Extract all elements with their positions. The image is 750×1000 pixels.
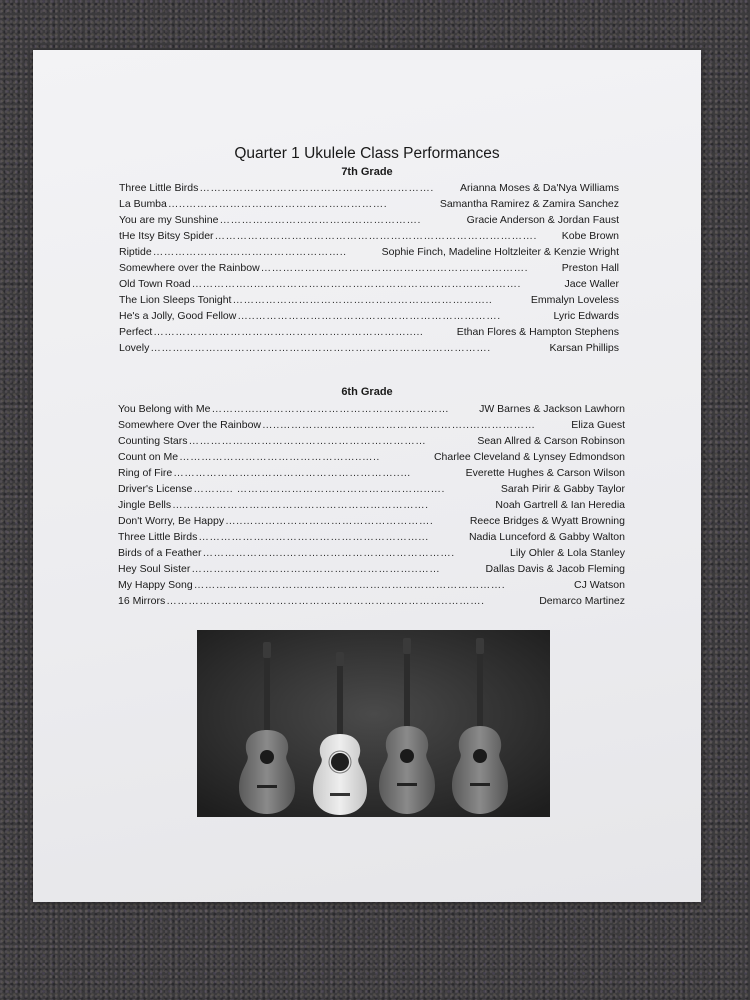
performer-names: Dallas Davis & Jacob Fleming	[485, 563, 625, 575]
performance-entry	[118, 577, 625, 593]
song-title: Lovely	[119, 342, 150, 354]
performance-entry	[118, 401, 625, 417]
song-title: Counting Stars	[118, 435, 188, 447]
performance-list-7th-grade	[119, 180, 619, 356]
section-heading-6th-grade: 6th Grade	[341, 386, 393, 398]
performance-entry	[119, 244, 619, 260]
performance-entry	[119, 260, 619, 276]
song-title: Old Town Road	[119, 278, 191, 290]
song-title: The Lion Sleeps Tonight	[119, 294, 232, 306]
dot-leader: …………..……………………………………………	[211, 403, 450, 415]
performance-entry	[118, 497, 625, 513]
performer-names: Gracie Anderson & Jordan Faust	[466, 214, 619, 226]
performer-names: Charlee Cleveland & Lynsey Edmondson	[433, 451, 625, 463]
performer-names: Lyric Edwards	[553, 310, 619, 322]
performer-names: Noah Gartrell & Ian Heredia	[495, 499, 625, 511]
song-title: Three Little Birds	[118, 531, 198, 543]
song-title: Jingle Bells	[118, 499, 172, 511]
song-title: He's a Jolly, Good Fellow	[119, 310, 237, 322]
song-title: La Bumba	[119, 198, 167, 210]
dot-leader: …………………..……………………………………….	[202, 547, 455, 559]
dot-leader: ……………………………………………….	[219, 214, 421, 226]
dot-leader: ……………………………………………………..…	[173, 467, 412, 479]
performance-entry	[118, 529, 625, 545]
song-title: My Happy Song	[118, 579, 193, 591]
song-title: Three Little Birds	[119, 182, 199, 194]
performance-entry	[119, 292, 619, 308]
song-title: Somewhere over the Rainbow	[119, 262, 260, 274]
performance-entry	[119, 180, 619, 196]
performer-names: JW Barnes & Jackson Lawhorn	[479, 403, 625, 415]
performer-names: Sophie Finch, Madeline Holtzleiter & Kenzie Wright	[381, 246, 619, 258]
document-title: Quarter 1 Ukulele Class Performances	[234, 145, 500, 162]
performance-entry	[118, 593, 625, 609]
song-title: 16 Mirrors	[118, 595, 166, 607]
song-title: Birds of a Feather	[118, 547, 202, 559]
dot-leader: ……………..…………………………………………	[188, 435, 427, 447]
dot-leader: …..……………..……………………………..………………	[262, 419, 536, 431]
song-title: tHe Itsy Bitsy Spider	[119, 230, 214, 242]
song-title: Somewhere Over the Rainbow	[118, 419, 261, 431]
dot-leader: …..……………………………………………….	[167, 198, 388, 210]
performer-names: Karsan Phillips	[549, 342, 619, 354]
dot-leader: …………………………………………..…..	[179, 451, 380, 463]
performance-entry	[118, 449, 625, 465]
performance-entry	[118, 433, 625, 449]
dot-leader: ……………………………………………..	[152, 246, 347, 258]
performance-entry	[119, 324, 619, 340]
performance-entry	[118, 417, 625, 433]
performance-entry	[119, 308, 619, 324]
dot-leader: ……………………………………………………………..	[232, 294, 493, 306]
performance-entry	[119, 196, 619, 212]
dot-leader: …………………………………………………………….....	[153, 326, 424, 338]
performance-entry	[119, 228, 619, 244]
performance-entry	[119, 340, 619, 356]
performer-names: Samantha Ramirez & Zamira Sanchez	[439, 198, 619, 210]
performer-names: Kobe Brown	[561, 230, 619, 242]
performance-entry	[118, 481, 625, 497]
song-title: Driver's License	[118, 483, 193, 495]
performer-names: Ethan Flores & Hampton Stephens	[456, 326, 619, 338]
dot-leader: ……………………………………………………….	[199, 182, 434, 194]
song-title: You Belong with Me	[118, 403, 211, 415]
dot-leader: …………………………………………………………………………….	[214, 230, 537, 242]
performance-entry	[118, 561, 625, 577]
performer-names: Eliza Guest	[571, 419, 625, 431]
dot-leader: …………………………………………………………….	[172, 499, 429, 511]
dot-leader: ……………………………………………………………….	[260, 262, 529, 274]
dot-leader: ……………………………………………………..……	[191, 563, 441, 575]
ukulele-photo	[197, 630, 550, 817]
performance-list-6th-grade	[118, 401, 625, 609]
performer-names: Jace Waller	[564, 278, 619, 290]
dot-leader: …..…………………………………………….	[225, 515, 434, 527]
performance-entry	[118, 465, 625, 481]
song-title: Ring of Fire	[118, 467, 173, 479]
performance-entry	[118, 545, 625, 561]
song-title: You are my Sunshine	[119, 214, 219, 226]
performance-entry	[119, 276, 619, 292]
performer-names: Everette Hughes & Carson Wilson	[465, 467, 625, 479]
song-title: Riptide	[119, 246, 152, 258]
performance-entry	[119, 212, 619, 228]
performer-names: Demarco Martinez	[539, 595, 625, 607]
dot-leader: …………………………………………………………………..……….	[166, 595, 485, 607]
dot-leader: ………………..……………………………………………………………….	[150, 342, 491, 354]
performer-names: CJ Watson	[574, 579, 625, 591]
song-title: Count on Me	[118, 451, 179, 463]
performer-names: Emmalyn Loveless	[530, 294, 619, 306]
dot-leader: ……………..……………………………………………………………….	[191, 278, 521, 290]
performance-entry	[118, 513, 625, 529]
performer-names: Lily Ohler & Lola Stanley	[510, 547, 625, 559]
song-title: Don't Worry, Be Happy	[118, 515, 225, 527]
section-heading-7th-grade: 7th Grade	[341, 166, 393, 178]
dot-leader: …..………………………………………………………….	[237, 310, 501, 322]
dot-leader: ……….. ……………………………………………..….	[193, 483, 445, 495]
performer-names: Sarah Pirir & Gabby Taylor	[500, 483, 625, 495]
song-title: Perfect	[119, 326, 153, 338]
document-page	[33, 50, 701, 902]
performer-names: Preston Hall	[561, 262, 619, 274]
dot-leader: ………………………………………………………………………….	[193, 579, 506, 591]
performer-names: Reece Bridges & Wyatt Browning	[469, 515, 625, 527]
performer-names: Nadia Lunceford & Gabby Walton	[468, 531, 625, 543]
performer-names: Arianna Moses & Da'Nya Williams	[460, 182, 619, 194]
song-title: Hey Soul Sister	[118, 563, 191, 575]
dot-leader: ……………………………………………………...	[198, 531, 429, 543]
performer-names: Sean Allred & Carson Robinson	[477, 435, 625, 447]
